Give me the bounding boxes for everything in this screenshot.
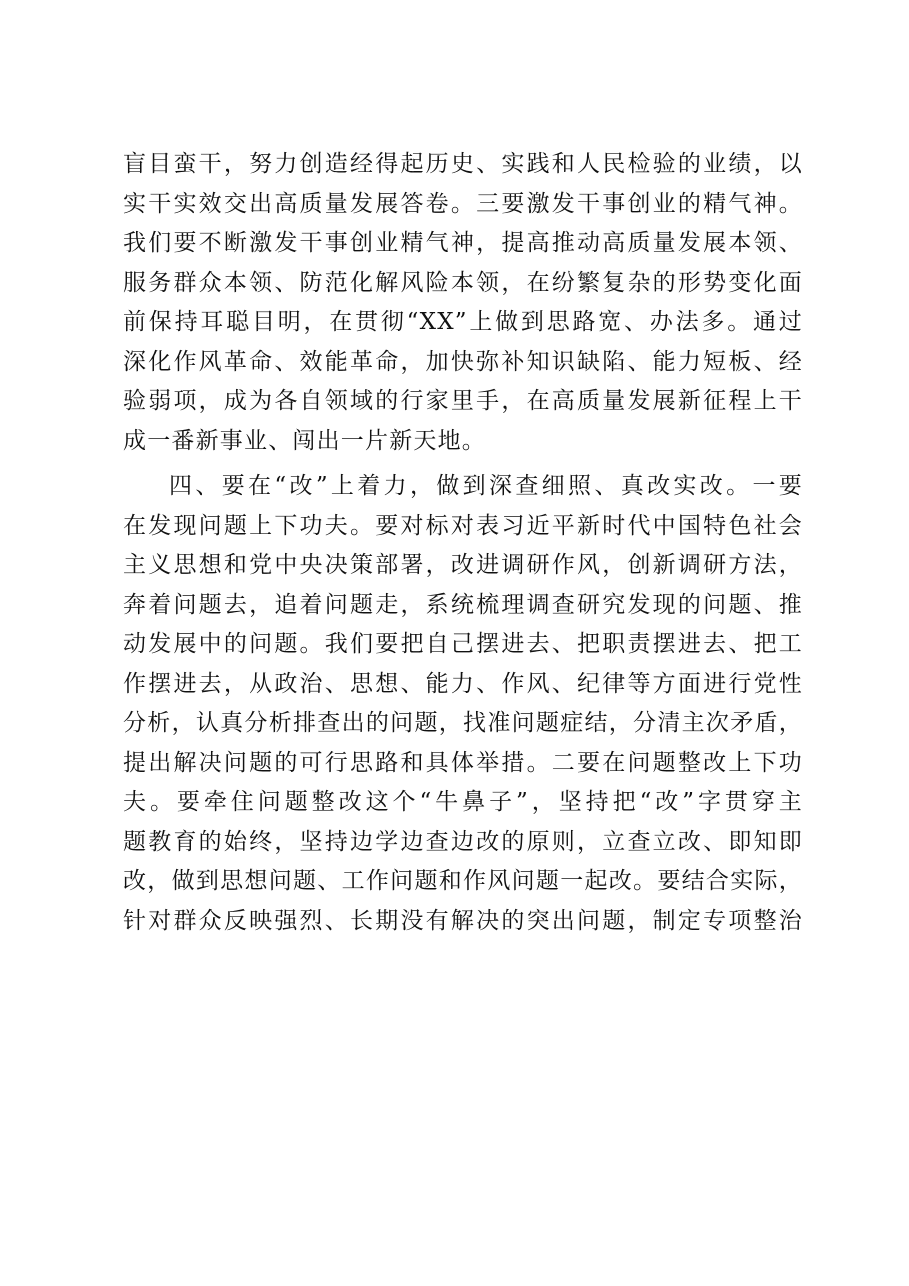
paragraph-line: 前保持耳聪目明，在贯彻“XX”上做到思路宽、办法多。通过	[123, 309, 803, 335]
paragraph-line: 主义思想和党中央决策部署，改进调研作风，创新调研方法，	[123, 552, 803, 578]
paragraph-line: 深化作风革命、效能革命，加快弥补知识缺陷、能力短板、经	[123, 348, 803, 375]
paragraph-line: 分析，认真分析排查出的问题，找准问题症结，分清主次矛盾，	[123, 710, 803, 736]
paragraph-line: 四、要在“改”上着力，做到深查细照、真改实改。一要	[169, 473, 803, 499]
paragraph-line: 夫。要牵住问题整改这个“牛鼻子”，坚持把“改”字贯穿主	[123, 789, 803, 815]
paragraph-2	[123, 467, 803, 941]
document-body	[123, 145, 803, 941]
paragraph-line: 奔着问题去，追着问题走，系统梳理调查研究发现的问题、推	[123, 591, 803, 618]
paragraph-line: 服务群众本领、防范化解风险本领，在纷繁复杂的形势变化面	[123, 269, 803, 296]
paragraph-line: 针对群众反映强烈、长期没有解决的突出问题，制定专项整治	[123, 907, 803, 934]
paragraph-line: 在发现问题上下功夫。要对标对表习近平新时代中国特色社会	[123, 512, 803, 539]
paragraph-1	[123, 145, 803, 461]
paragraph-line: 成一番新事业、闯出一片新天地。	[123, 427, 486, 454]
paragraph-line: 盲目蛮干，努力创造经得起历史、实践和人民检验的业绩，以	[123, 151, 803, 177]
paragraph-line: 验弱项，成为各自领域的行家里手，在高质量发展新征程上干	[123, 388, 803, 414]
paragraph-line: 作摆进去，从政治、思想、能力、作风、纪律等方面进行党性	[123, 670, 803, 697]
paragraph-line: 我们要不断激发干事创业精气神，提高推动高质量发展本领、	[123, 230, 803, 256]
paragraph-line: 改，做到思想问题、工作问题和作风问题一起改。要结合实际，	[123, 868, 803, 894]
paragraph-line: 提出解决问题的可行思路和具体举措。二要在问题整改上下功	[123, 749, 803, 776]
paragraph-line: 实干实效交出高质量发展答卷。三要激发干事创业的精气神。	[123, 190, 803, 217]
paragraph-line: 动发展中的问题。我们要把自己摆进去、把职责摆进去、把工	[123, 631, 803, 657]
paragraph-line: 题教育的始终，坚持边学边查边改的原则，立查立改、即知即	[123, 828, 803, 855]
